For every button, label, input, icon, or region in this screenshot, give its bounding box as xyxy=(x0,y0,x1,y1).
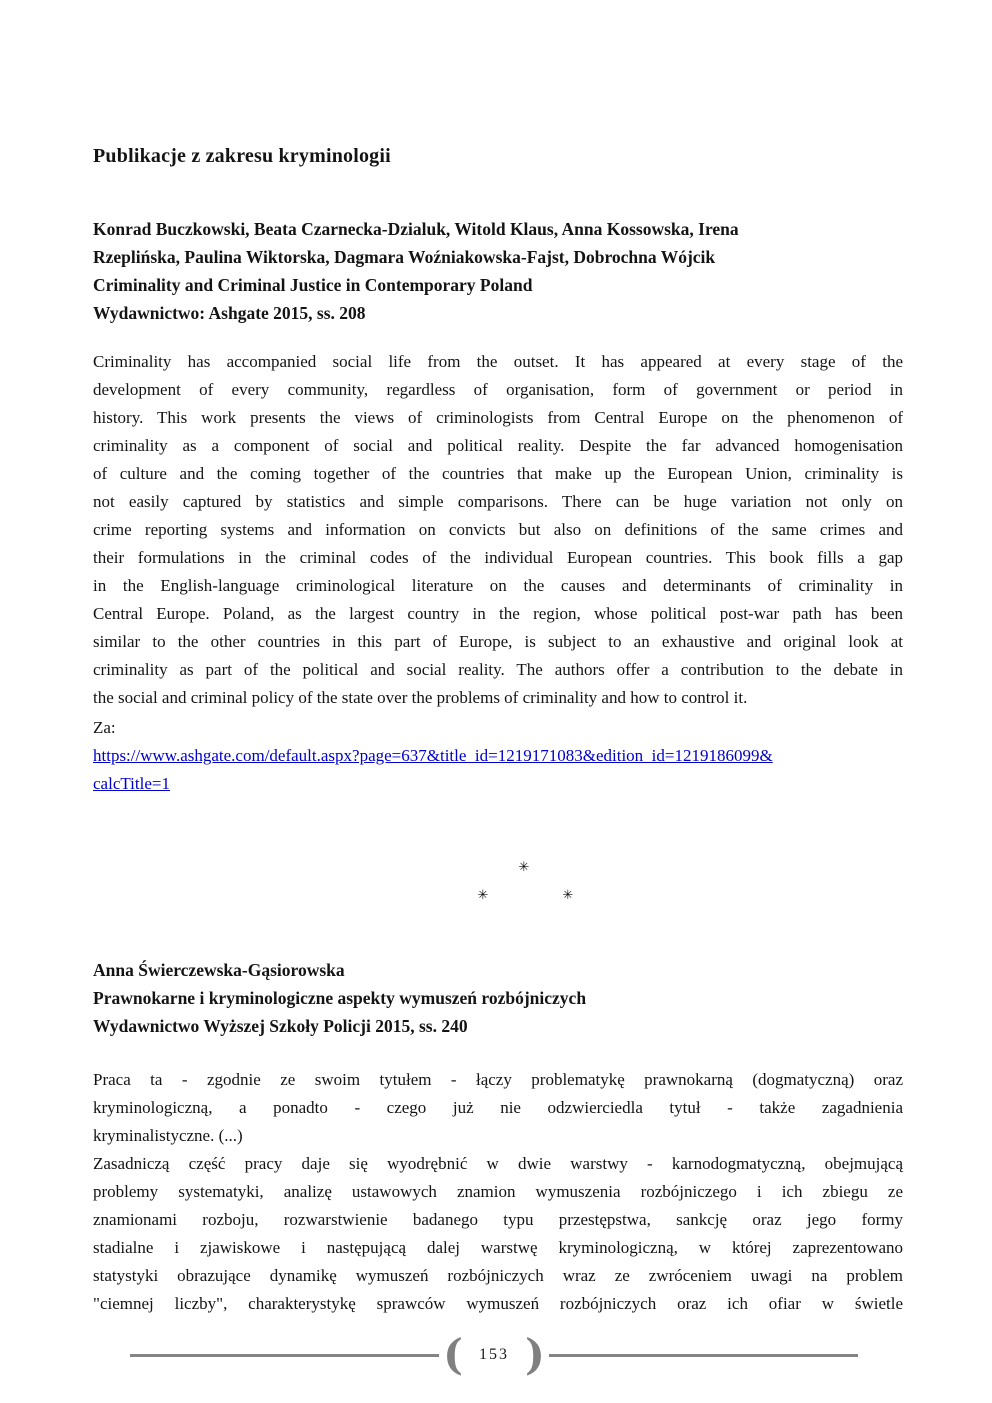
footer-rule-left xyxy=(130,1354,439,1357)
abstract-line: stadialne i zjawiskowe i następującą dalej warstwę kryminologiczną, w której zaprezentowano xyxy=(93,1238,903,1257)
abstract-line: Zasadniczą część pracy daje się wyodrębnić w dwie warstwy - karnodogmatyczną, obejmującą xyxy=(93,1154,903,1173)
source-link[interactable] xyxy=(93,742,903,798)
abstract-line: similar to the other countries in this part of Europe, is subject to an exhaustive and original look at xyxy=(93,632,903,651)
left-bracket-icon: ( xyxy=(443,1330,463,1379)
publication-2-abstract xyxy=(93,1066,903,1318)
abstract-line: crime reporting systems and information on convicts but also on definitions of the same crimes and xyxy=(93,520,903,539)
publication-1-authors xyxy=(93,215,903,271)
publication-2-book-title: Prawnokarne i kryminologiczne aspekty wymuszeń rozbójniczych xyxy=(93,988,587,1008)
abstract-line: Central Europe. Poland, as the largest country in the region, whose political post-war path has been xyxy=(93,604,903,623)
abstract-line: their formulations in the criminal codes of the individual European countries. This book fills a gap xyxy=(93,548,903,567)
author-line: Konrad Buczkowski, Beata Czarnecka-Dzialuk, Witold Klaus, Anna Kossowska, Irena xyxy=(93,219,739,239)
abstract-line: "ciemnej liczby", charakterystykę sprawców wymuszeń rozbójniczych oraz ich ofiar w świetle xyxy=(93,1294,903,1313)
author-line: Rzeplińska, Paulina Wiktorska, Dagmara Woźniakowska-Fajst, Dobrochna Wójcik xyxy=(93,247,716,267)
abstract-line: not easily captured by statistics and simple comparisons. There can be huge variation not only on xyxy=(93,492,903,511)
asterisk-icon: ✳ xyxy=(518,860,530,875)
publication-1-abstract xyxy=(93,348,903,712)
footer-rule-right xyxy=(549,1354,858,1357)
source-label: Za: xyxy=(93,718,116,737)
abstract-line: criminality as part of the political and social reality. The authors offer a contribution to the debate in xyxy=(93,660,903,679)
abstract-line: the social and criminal policy of the state over the problems of criminality and how to control it. xyxy=(93,688,748,707)
asterisk-icon: ✳ xyxy=(562,888,574,903)
abstract-line: znamionami rozboju, rozwarstwienie badanego typu przestępstwa, sankcję oraz jego formy xyxy=(93,1210,903,1229)
abstract-line: criminality as a component of social and political reality. Despite the far advanced homogenisation xyxy=(93,436,903,455)
page-number: 153 xyxy=(479,1346,509,1363)
url-line: https://www.ashgate.com/default.aspx?page=637&title_id=1219171083&edition_id=1219186099& xyxy=(93,746,773,765)
publication-1-publisher: Wydawnictwo: Ashgate 2015, ss. 208 xyxy=(93,303,366,323)
url-line: calcTitle=1 xyxy=(93,774,170,793)
abstract-line: of culture and the coming together of the countries that make up the European Union, criminality is xyxy=(93,464,903,483)
abstract-line: kryminalistyczne. (...) xyxy=(93,1126,243,1145)
abstract-line: problemy systematyki, analizę ustawowych znamion wymuszenia rozbójniczego i ich zbiegu ze xyxy=(93,1182,903,1201)
page-footer xyxy=(130,1332,858,1378)
publication-2-author: Anna Świerczewska-Gąsiorowska xyxy=(93,960,345,980)
right-bracket-icon: ) xyxy=(525,1330,545,1379)
asterisk-icon: ✳ xyxy=(477,888,489,903)
abstract-line: in the English-language criminological literature on the causes and determinants of criminality in xyxy=(93,576,903,595)
abstract-line: statystyki obrazujące dynamikę wymuszeń rozbójniczych wraz ze zwróceniem uwagi na problem xyxy=(93,1266,903,1285)
abstract-line: kryminologiczną, a ponadto - czego już nie odzwierciedla tytuł - także zagadnienia xyxy=(93,1098,903,1117)
abstract-line: development of every community, regardless of organisation, form of government or period in xyxy=(93,380,903,399)
publication-2-publisher: Wydawnictwo Wyższej Szkoły Policji 2015, ss. 240 xyxy=(93,1016,468,1036)
page-title: Publikacje z zakresu kryminologii xyxy=(93,145,391,167)
abstract-line: Praca ta - zgodnie ze swoim tytułem - łączy problematykę prawnokarną (dogmatyczną) oraz xyxy=(93,1070,903,1089)
publication-1-book-title: Criminality and Criminal Justice in Contemporary Poland xyxy=(93,275,533,295)
abstract-line: Criminality has accompanied social life from the outset. It has appeared at every stage of the xyxy=(93,352,903,371)
abstract-line: history. This work presents the views of criminologists from Central Europe on the phenomenon of xyxy=(93,408,903,427)
